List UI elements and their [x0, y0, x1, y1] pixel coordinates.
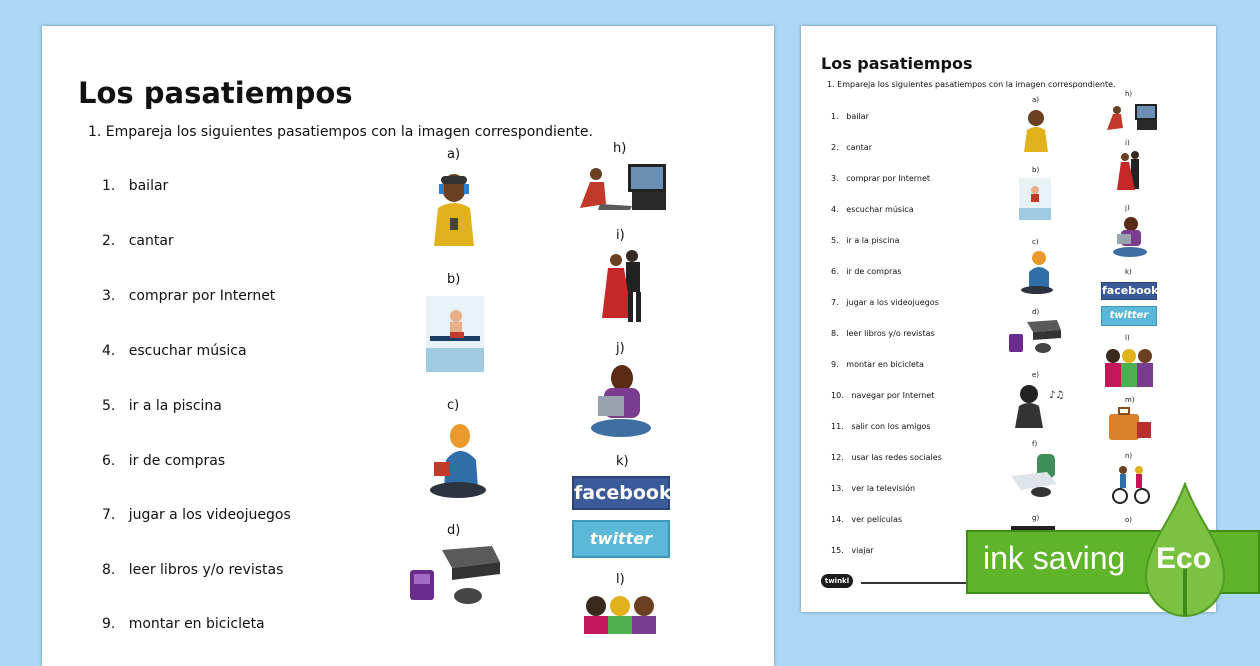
- list-item: 11. salir con los amigos: [831, 422, 931, 431]
- list-item: 3. comprar por Internet: [831, 174, 931, 183]
- preview-title: Los pasatiempos: [821, 54, 973, 73]
- list-item: 4. escuchar música: [831, 205, 914, 214]
- image-label-k: k): [1125, 268, 1132, 276]
- watching-tv-illustration: [576, 162, 668, 212]
- list-item: 15. viajar: [831, 546, 874, 555]
- image-label-h: h): [613, 141, 627, 156]
- list-item: 2. cantar: [831, 143, 872, 152]
- facebook-logo: facebook: [572, 476, 670, 510]
- image-label-i: i): [616, 228, 625, 243]
- list-item: 4. escuchar música: [102, 343, 247, 359]
- list-item: 8. leer libros y/o revistas: [831, 329, 935, 338]
- list-item: 9. montar en bicicleta: [831, 360, 924, 369]
- image-label-l: l): [1125, 334, 1130, 342]
- image-label-d: d): [1032, 308, 1040, 316]
- image-label-h: h): [1125, 90, 1133, 98]
- image-label-g: g): [1032, 514, 1040, 522]
- list-item: 3. comprar por Internet: [102, 288, 276, 304]
- preview-instruction: 1. Empareja los siguientes pasatiempos con la imagen correspondiente.: [827, 80, 1116, 89]
- image-label-f: f): [1032, 440, 1038, 448]
- facebook-logo: facebook: [1101, 282, 1157, 300]
- image-label-b: b): [1032, 166, 1040, 174]
- worksheet-page-large: [42, 26, 774, 666]
- swimming-pool-illustration: [426, 296, 484, 372]
- watching-tv-illustration: [1105, 102, 1157, 130]
- game-console-illustration: [408, 544, 502, 608]
- list-item: 10. navegar por Internet: [831, 391, 935, 400]
- image-label-l: l): [616, 572, 625, 587]
- game-console-illustration: [1007, 318, 1063, 356]
- image-label-d: d): [447, 523, 461, 538]
- person-headphones-illustration: [428, 168, 480, 248]
- list-item: 12. usar las redes sociales: [831, 453, 942, 462]
- friends-group-illustration: [1103, 346, 1155, 388]
- list-item: 1. bailar: [102, 178, 169, 194]
- image-label-c: c): [447, 398, 460, 413]
- image-label-j: j): [616, 341, 625, 356]
- page-title: Los pasatiempos: [78, 76, 353, 110]
- luggage-backpack-illustration: [1007, 452, 1063, 498]
- list-item: 1. bailar: [831, 112, 869, 121]
- eco-label: Eco: [1156, 542, 1212, 575]
- person-reading-illustration: [1019, 248, 1053, 294]
- image-label-e: e): [1032, 371, 1040, 379]
- image-label-b: b): [447, 272, 461, 287]
- dancing-couple-illustration: [1115, 150, 1145, 194]
- list-item: 6. ir de compras: [102, 453, 226, 469]
- twitter-logo: twitter: [1101, 306, 1157, 326]
- list-item: 13. ver la televisión: [831, 484, 916, 493]
- list-item: 7. jugar a los videojuegos: [102, 507, 291, 523]
- list-item: 5. ir a la piscina: [102, 398, 222, 414]
- list-item: 14. ver películas: [831, 515, 903, 524]
- list-item: 5. ir a la piscina: [831, 236, 900, 245]
- image-label-a: a): [447, 147, 461, 162]
- twitter-logo: twitter: [572, 520, 670, 558]
- list-item: 9. montar en bicicleta: [102, 616, 265, 632]
- image-label-a: a): [1032, 96, 1040, 104]
- image-label-o: o): [1125, 516, 1133, 524]
- image-label-j: j): [1125, 204, 1130, 212]
- image-label-c: c): [1032, 238, 1039, 246]
- person-laptop-illustration: [1111, 214, 1149, 258]
- friends-group-illustration: [580, 594, 660, 634]
- person-reading-illustration: [426, 420, 486, 498]
- image-label-k: k): [616, 454, 629, 469]
- list-item: 7. jugar a los videojuegos: [831, 298, 939, 307]
- image-label-m: m): [1125, 396, 1135, 404]
- suitcase-illustration: [1105, 406, 1153, 442]
- list-item: 2. cantar: [102, 233, 174, 249]
- person-headphones-illustration: [1021, 106, 1051, 152]
- image-label-i: i): [1125, 139, 1130, 147]
- list-item: 6. ir de compras: [831, 267, 902, 276]
- svg-text:♪♫: ♪♫: [1049, 390, 1065, 401]
- image-label-n: n): [1125, 452, 1133, 460]
- instruction-text: 1. Empareja los siguientes pasatiempos con la imagen correspondiente.: [88, 124, 593, 140]
- twinkl-logo: twinkl: [821, 574, 853, 588]
- swimming-pool-illustration: [1019, 178, 1051, 220]
- dancing-couple-illustration: [598, 248, 650, 326]
- ink-saving-label: ink saving: [983, 540, 1126, 576]
- person-laptop-illustration: [588, 362, 654, 438]
- person-singing-illustration: [1009, 382, 1065, 428]
- list-item: 8. leer libros y/o revistas: [102, 562, 284, 578]
